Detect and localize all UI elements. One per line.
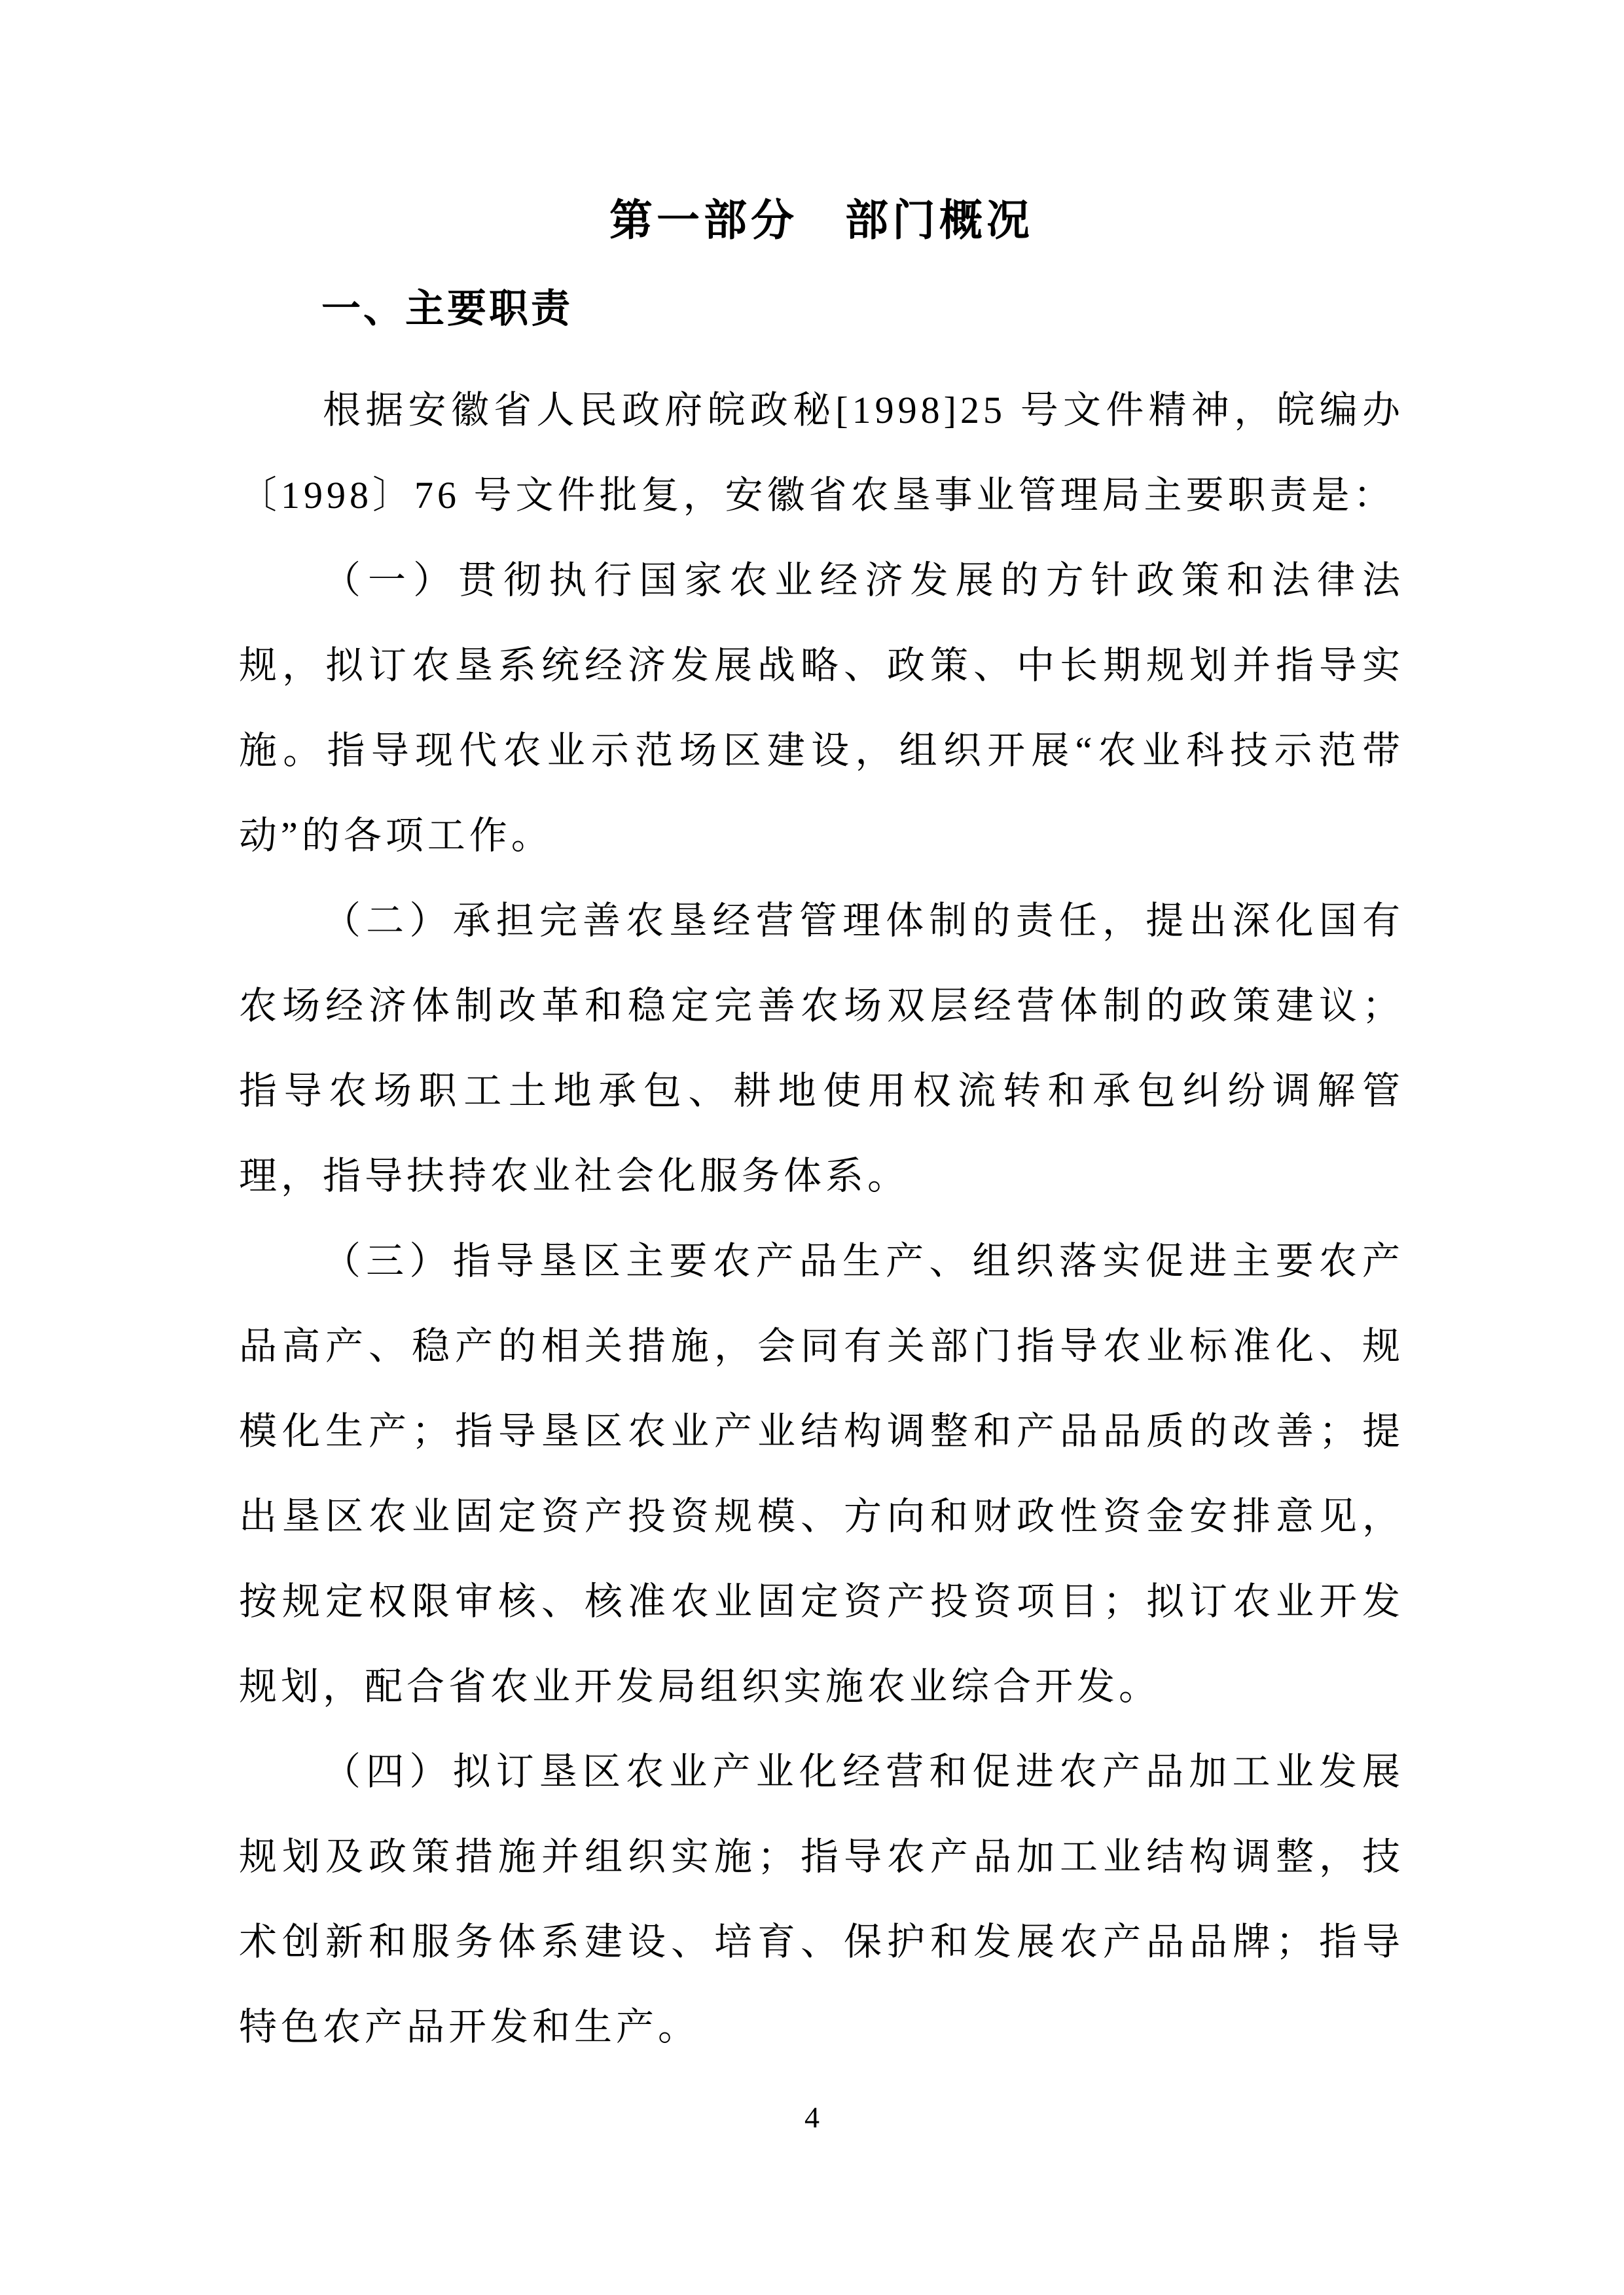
paragraph: （三）指导垦区主要农产品生产、组织落实促进主要农产品高产、稳产的相关措施，会同有关部门指导农业标准化、规模化生产；指导垦区农业产业结构调整和产品品质的改善；提出垦区农业固定资产投资规模、方向和财政性资金安排意见，按规定权限审核、核准农业固定资产投资项目；拟订农业开发规划，配合省农业开发局组织实施农业综合开发。: [239, 1240, 1404, 1708]
page-number: 4: [804, 2101, 820, 2134]
paragraph: （二）承担完善农垦经营管理体制的责任，提出深化国有农场经济体制改革和稳定完善农场双层经营体制的政策建议；指导农场职工土地承包、耕地使用权流转和承包纠纷调解管理，指导扶持农业社会化服务体系。: [239, 899, 1404, 1197]
paragraph: （四）拟订垦区农业产业化经营和促进农产品加工业发展规划及政策措施并组织实施；指导农产品加工业结构调整，技术创新和服务体系建设、培育、保护和发展农产品品牌；指导特色农产品开发和生产。: [239, 1750, 1404, 2048]
section-heading: 一、主要职责: [321, 287, 573, 331]
paragraph: （一）贯彻执行国家农业经济发展的方针政策和法律法规，拟订农垦系统经济发展战略、政策、中长期规划并指导实施。指导现代农业示范场区建设，组织开展“农业科技示范带动”的各项工作。: [239, 559, 1404, 857]
body-text: [239, 368, 1404, 2070]
page-title: 第一部分 部门概况: [609, 196, 1034, 244]
page-content: [239, 0, 1404, 2070]
paragraph: 根据安徽省人民政府皖政秘[1998]25 号文件精神，皖编办〔1998〕76 号文件批复，安徽省农垦事业管理局主要职责是：: [239, 389, 1404, 516]
